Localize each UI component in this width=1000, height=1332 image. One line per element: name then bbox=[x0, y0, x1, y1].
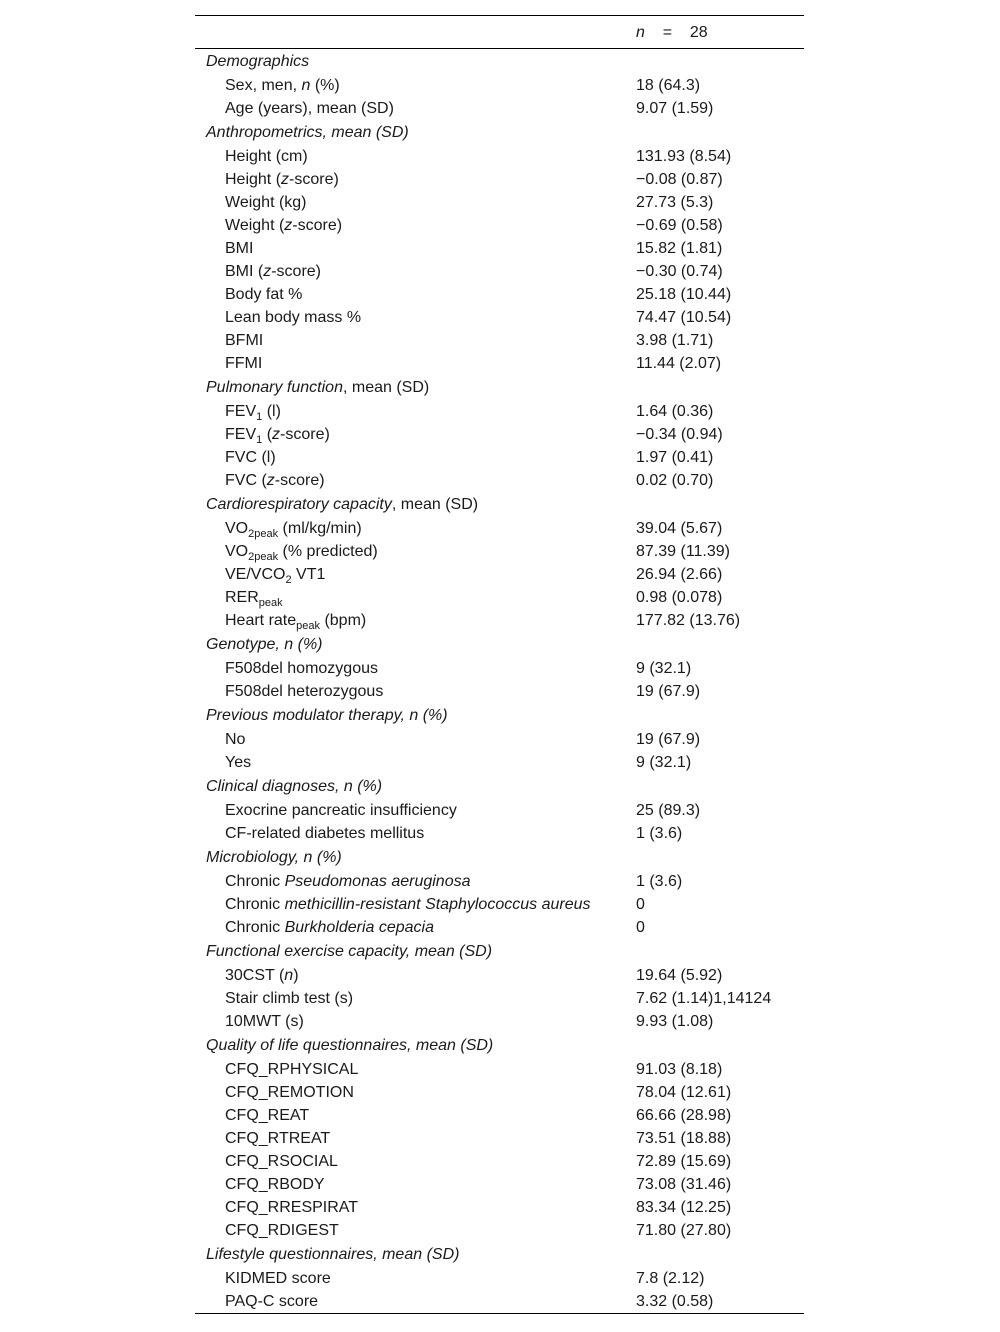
row-value: 25.18 (10.44) bbox=[636, 286, 732, 303]
row-value: 3.98 (1.71) bbox=[636, 332, 714, 349]
table-row bbox=[195, 1104, 804, 1127]
section-header bbox=[195, 632, 804, 657]
row-value: 177.82 (13.76) bbox=[636, 612, 741, 629]
row-label: Chronic Pseudomonas aeruginosa bbox=[225, 873, 471, 890]
row-label: BMI (z-score) bbox=[225, 263, 321, 280]
row-value: 0.98 (0.078) bbox=[636, 589, 723, 606]
row-value: 131.93 (8.54) bbox=[636, 148, 732, 165]
section-title: Clinical diagnoses, n (%) bbox=[206, 778, 383, 795]
row-value: 15.82 (1.81) bbox=[636, 240, 723, 257]
section-title: Microbiology, n (%) bbox=[206, 849, 342, 866]
row-label: Height (cm) bbox=[225, 148, 308, 165]
table-row bbox=[195, 1290, 804, 1313]
row-label: FVC (z-score) bbox=[225, 472, 325, 489]
row-value: −0.30 (0.74) bbox=[636, 263, 723, 280]
row-value: 91.03 (8.18) bbox=[636, 1061, 723, 1078]
table-row bbox=[195, 1081, 804, 1104]
row-value: 1 (3.6) bbox=[636, 873, 683, 890]
row-label: Body fat % bbox=[225, 286, 303, 303]
row-value: 78.04 (12.61) bbox=[636, 1084, 732, 1101]
row-label: Age (years), mean (SD) bbox=[225, 100, 394, 117]
row-label: Stair climb test (s) bbox=[225, 990, 354, 1007]
row-label: CFQ_RBODY bbox=[225, 1176, 325, 1193]
row-label: CFQ_REMOTION bbox=[225, 1084, 354, 1101]
section-title: Genotype, n (%) bbox=[206, 636, 323, 653]
row-value: 25 (89.3) bbox=[636, 802, 701, 819]
row-label: $VE/VCO_2$ VT1 bbox=[225, 566, 326, 586]
table-row bbox=[195, 893, 804, 916]
row-value: 27.73 (5.3) bbox=[636, 194, 714, 211]
section-title: Previous modulator therapy, n (%) bbox=[206, 707, 448, 724]
row-value: 66.66 (28.98) bbox=[636, 1107, 732, 1124]
row-value: 87.39 (11.39) bbox=[636, 543, 730, 560]
table-body bbox=[195, 49, 804, 1313]
table-row bbox=[195, 191, 804, 214]
table-row bbox=[195, 822, 804, 845]
row-label: KIDMED score bbox=[225, 1270, 331, 1287]
row-label: $VO_{2peak}$ (ml/kg/min) bbox=[225, 520, 362, 540]
table-row bbox=[195, 799, 804, 822]
table-row bbox=[195, 352, 804, 375]
table-row bbox=[195, 586, 804, 609]
section-header bbox=[195, 703, 804, 728]
table-row bbox=[195, 1219, 804, 1242]
section-title: Quality of life questionnaires, mean (SD) bbox=[206, 1037, 494, 1054]
row-value: 7.8 (2.12) bbox=[636, 1270, 705, 1287]
table-row bbox=[195, 329, 804, 352]
table-row bbox=[195, 1127, 804, 1150]
table-row bbox=[195, 469, 804, 492]
row-label: 30CST (n) bbox=[225, 967, 299, 984]
table-row bbox=[195, 283, 804, 306]
table-row bbox=[195, 680, 804, 703]
table-row bbox=[195, 1010, 804, 1033]
row-label: BFMI bbox=[225, 332, 264, 349]
row-value: 11.44 (2.07) bbox=[636, 355, 722, 372]
section-title: Functional exercise capacity, mean (SD) bbox=[206, 943, 493, 960]
row-value: −0.08 (0.87) bbox=[636, 171, 723, 188]
row-label: PAQ-C score bbox=[225, 1293, 319, 1310]
table-header bbox=[195, 16, 804, 48]
row-value: 3.32 (0.58) bbox=[636, 1293, 714, 1310]
row-label: Heart rate$_{peak}$ (bpm) bbox=[225, 612, 367, 632]
row-label: BMI bbox=[225, 240, 254, 257]
table-row bbox=[195, 74, 804, 97]
row-value: 1.97 (0.41) bbox=[636, 449, 714, 466]
table-row bbox=[195, 1196, 804, 1219]
section-title: Pulmonary function, mean (SD) bbox=[206, 379, 430, 396]
row-label: CFQ_RSOCIAL bbox=[225, 1153, 338, 1170]
table-row bbox=[195, 609, 804, 632]
row-value: 19 (67.9) bbox=[636, 683, 701, 700]
row-value: 9 (32.1) bbox=[636, 660, 692, 677]
section-header bbox=[195, 845, 804, 870]
row-value: 18 (64.3) bbox=[636, 77, 701, 94]
row-value: −0.69 (0.58) bbox=[636, 217, 723, 234]
row-label: FVC (l) bbox=[225, 449, 276, 466]
row-label: 10MWT (s) bbox=[225, 1013, 304, 1030]
header-n: n = 28 bbox=[636, 24, 708, 41]
table-row bbox=[195, 306, 804, 329]
table-row bbox=[195, 1267, 804, 1290]
table-row bbox=[195, 964, 804, 987]
row-value: 71.80 (27.80) bbox=[636, 1222, 732, 1239]
table-row bbox=[195, 145, 804, 168]
row-value: 9 (32.1) bbox=[636, 754, 692, 771]
table-row bbox=[195, 260, 804, 283]
row-label: Lean body mass % bbox=[225, 309, 362, 326]
row-label: CFQ_RRESPIRAT bbox=[225, 1199, 359, 1216]
table-row bbox=[195, 870, 804, 893]
row-label: Chronic Burkholderia cepacia bbox=[225, 919, 434, 936]
row-value: 26.94 (2.66) bbox=[636, 566, 723, 583]
table-row bbox=[195, 446, 804, 469]
section-header bbox=[195, 1242, 804, 1267]
section-title: Lifestyle questionnaires, mean (SD) bbox=[206, 1246, 460, 1263]
row-value: 74.47 (10.54) bbox=[636, 309, 732, 326]
table-row bbox=[195, 400, 804, 423]
table-row bbox=[195, 168, 804, 191]
row-label: $FEV_1$ (l) bbox=[225, 403, 281, 423]
section-header bbox=[195, 492, 804, 517]
row-label: Chronic methicillin-resistant Staphylococcus aureus bbox=[225, 896, 591, 913]
row-label: F508del heterozygous bbox=[225, 683, 384, 700]
row-value: 73.51 (18.88) bbox=[636, 1130, 732, 1147]
table-row bbox=[195, 657, 804, 680]
row-label: $FEV_1$ (z-score) bbox=[225, 426, 330, 446]
row-value: 1.64 (0.36) bbox=[636, 403, 714, 420]
table-row bbox=[195, 1058, 804, 1081]
table-row bbox=[195, 540, 804, 563]
row-label: Yes bbox=[225, 754, 252, 771]
table-row bbox=[195, 563, 804, 586]
table-row bbox=[195, 916, 804, 939]
table-row bbox=[195, 1150, 804, 1173]
section-header bbox=[195, 120, 804, 145]
row-label: Height (z-score) bbox=[225, 171, 339, 188]
row-value: 7.62 (1.14)1,14124 bbox=[636, 990, 772, 1007]
table-row bbox=[195, 214, 804, 237]
section-header bbox=[195, 49, 804, 74]
section-header bbox=[195, 939, 804, 964]
section-title: Demographics bbox=[206, 53, 310, 70]
row-label: CFQ_RTREAT bbox=[225, 1130, 331, 1147]
section-title: Cardiorespiratory capacity, mean (SD) bbox=[206, 496, 479, 513]
row-label: Exocrine pancreatic insufficiency bbox=[225, 802, 457, 819]
row-label: CF-related diabetes mellitus bbox=[225, 825, 425, 842]
table-row bbox=[195, 987, 804, 1010]
row-label: $VO_{2peak}$ (% predicted) bbox=[225, 543, 378, 563]
row-value: 0 bbox=[636, 919, 645, 936]
row-label: CFQ_RPHYSICAL bbox=[225, 1061, 359, 1078]
row-label: $RER_{peak}$ bbox=[225, 589, 283, 609]
table-row bbox=[195, 1173, 804, 1196]
row-label: CFQ_RDIGEST bbox=[225, 1222, 339, 1239]
row-value: 19 (67.9) bbox=[636, 731, 701, 748]
row-value: −0.34 (0.94) bbox=[636, 426, 723, 443]
row-value: 72.89 (15.69) bbox=[636, 1153, 732, 1170]
section-header bbox=[195, 1033, 804, 1058]
table-row bbox=[195, 97, 804, 120]
row-value: 73.08 (31.46) bbox=[636, 1176, 732, 1193]
row-label: Weight (kg) bbox=[225, 194, 307, 211]
row-value: 1 (3.6) bbox=[636, 825, 683, 842]
row-label: F508del homozygous bbox=[225, 660, 378, 677]
section-header bbox=[195, 375, 804, 400]
row-value: 0 bbox=[636, 896, 645, 913]
table-row bbox=[195, 728, 804, 751]
row-value: 9.07 (1.59) bbox=[636, 100, 714, 117]
section-header bbox=[195, 774, 804, 799]
section-title: Anthropometrics, mean (SD) bbox=[206, 124, 409, 141]
row-value: 39.04 (5.67) bbox=[636, 520, 723, 537]
row-value: 9.93 (1.08) bbox=[636, 1013, 714, 1030]
table-row bbox=[195, 237, 804, 260]
row-value: 0.02 (0.70) bbox=[636, 472, 714, 489]
row-label: CFQ_REAT bbox=[225, 1107, 310, 1124]
table-bottom-rule bbox=[195, 1313, 804, 1314]
table-row bbox=[195, 751, 804, 774]
row-label: No bbox=[225, 731, 246, 748]
row-label: Weight (z-score) bbox=[225, 217, 343, 234]
table-row bbox=[195, 517, 804, 540]
table-row bbox=[195, 423, 804, 446]
row-label: FFMI bbox=[225, 355, 263, 372]
row-value: 83.34 (12.25) bbox=[636, 1199, 732, 1216]
row-label: Sex, men, n (%) bbox=[225, 77, 340, 94]
characteristics-table bbox=[195, 15, 804, 1314]
row-value: 19.64 (5.92) bbox=[636, 967, 723, 984]
